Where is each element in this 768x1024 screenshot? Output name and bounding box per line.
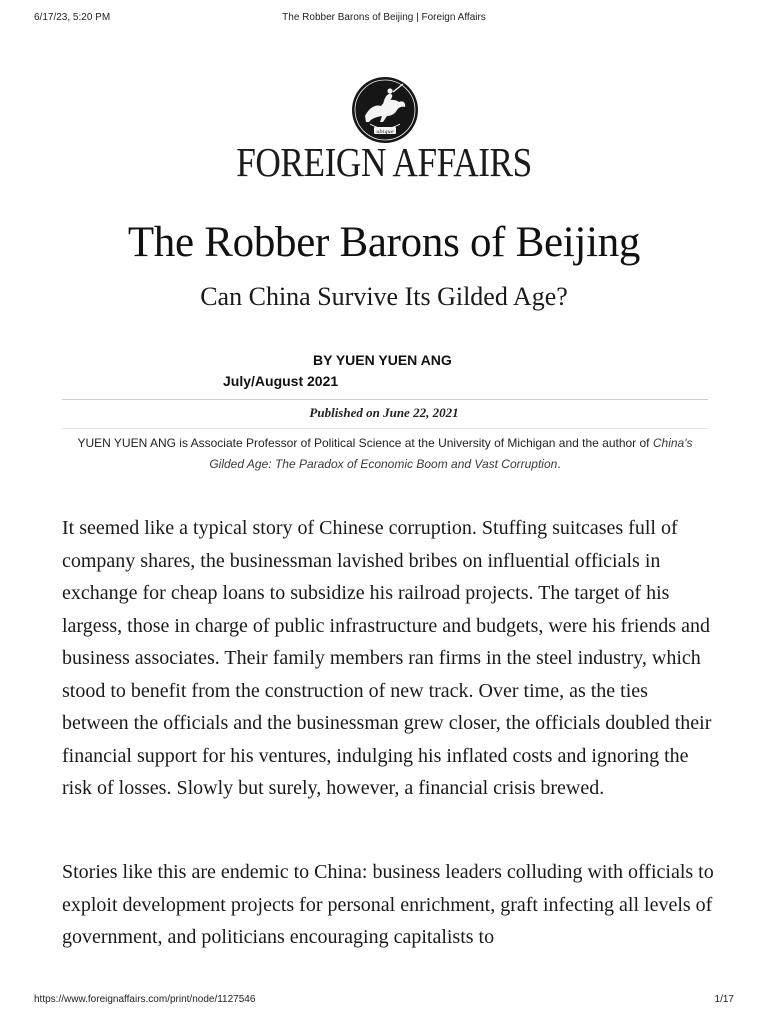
bio-text: YUEN YUEN ANG is Associate Professor of Political Science at the University of Michigan and the author of (77, 436, 650, 450)
divider (62, 399, 708, 400)
author-bio (62, 433, 708, 475)
article-title: The Robber Barons of Beijing (127, 219, 641, 266)
print-page-title: The Robber Barons of Beijing | Foreign Affairs (282, 12, 486, 23)
print-datetime: 6/17/23, 5:20 PM (34, 12, 111, 23)
published-date: Published on June 22, 2021 (309, 405, 459, 420)
bio-suffix: . (557, 457, 561, 471)
byline: BY YUEN YUEN ANG (313, 352, 452, 368)
bio-book-title: China's Gilded Age: The Paradox of Economic Boom and Vast Corruption (209, 436, 693, 471)
horse-rider-seal-icon (351, 76, 419, 144)
print-url: https://www.foreignaffairs.com/print/node/1127546 (34, 994, 256, 1005)
masthead-logo: FOREIGN AFFAIRS (236, 139, 532, 185)
seal-text: ubique (376, 128, 394, 135)
divider (62, 428, 708, 429)
page-number: 1/17 (714, 994, 734, 1005)
body-paragraph: Stories like this are endemic to China: business leaders colluding with officials to exploit development projects for personal enrichment, graft infecting all levels of government, and politicians encouraging capitalists to (62, 861, 714, 948)
body-paragraph: It seemed like a typical story of Chinese corruption. Stuffing suitcases full of company shares, the businessman lavished bribes on influential officials in exchange for cheap loans to subsidize his railroad projects. The target of his largess, those in charge of public infrastructure and budgets, were his friends and business associates. Their family members ran firms in the steel industry, which stood to benefit from the construction of new track. Over time, as the ties between the officials and the businessman grew closer, the officials doubled their financial support for his ventures, indulging his inflated costs and ignoring the risk of losses. Slowly but surely, however, a financial crisis brewed. (62, 517, 712, 799)
article-subtitle: Can China Survive Its Gilded Age? (200, 282, 568, 311)
print-footer (0, 994, 768, 1010)
print-header (0, 12, 768, 28)
issue-date: July/August 2021 (223, 373, 339, 389)
